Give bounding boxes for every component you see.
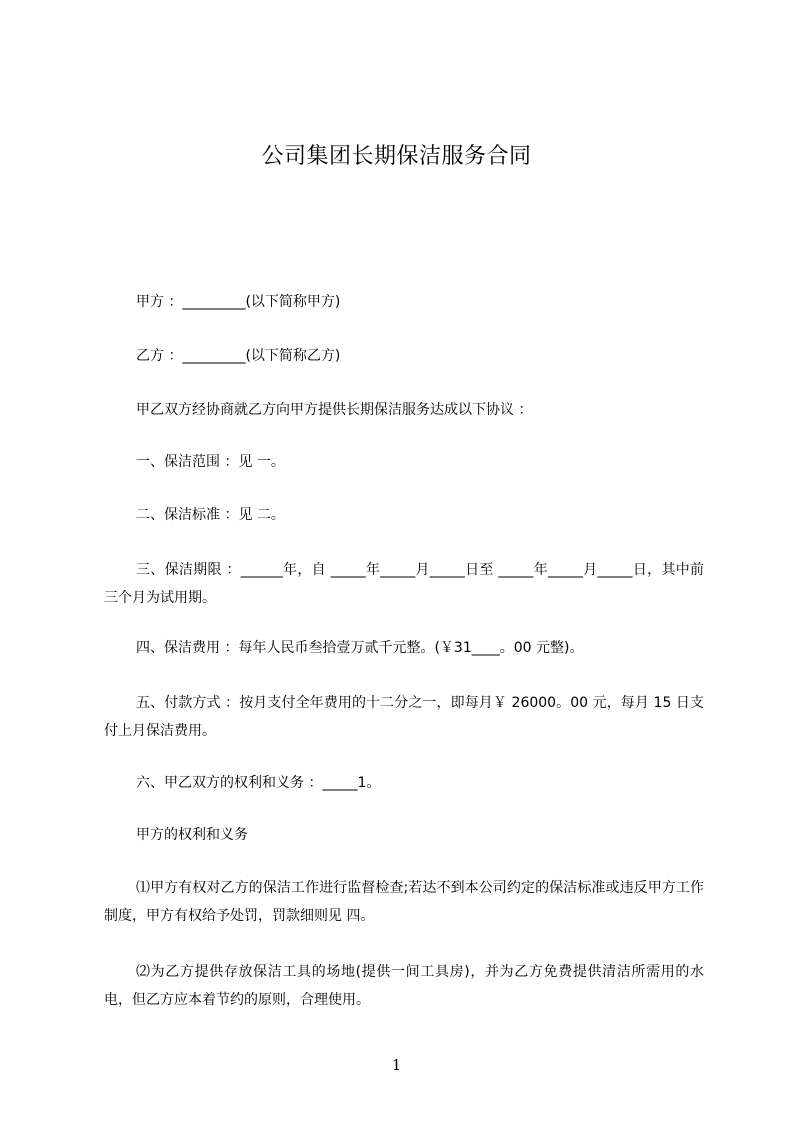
party-a-line: 甲方 ：_________(以下简称甲方) <box>136 294 341 310</box>
section-cleaning-period: 三、保洁期限 ：______年，自 _____年_____月_____日至 _____年_____月_____日，其中前三个月为试用期。 <box>104 562 704 606</box>
document-title: 公司集团长期保洁服务合同 <box>261 144 532 169</box>
section-cleaning-scope: 一、保洁范围 ：见 一。 <box>136 454 285 470</box>
party-b-line: 乙方 ：_________(以下简称乙方) <box>136 348 341 364</box>
page-number: 1 <box>391 1056 402 1074</box>
section-payment-method: 五、付款方式 ：按月支付全年费用的十二分之一，即每月￥ 26000。00 元，每月 15 日支付上月保洁费用。 <box>104 695 704 739</box>
party-a-rights-heading: 甲方的权利和义务 <box>136 827 248 843</box>
agreement-intro: 甲乙双方经协商就乙方向甲方提供长期保洁服务达成以下协议 ： <box>136 402 533 418</box>
section-cleaning-standard: 二、保洁标准 ：见 二。 <box>136 507 285 523</box>
section-cleaning-fee: 四、保洁费用 ：每年人民币叁拾壹万贰千元整。(￥31____。00 元整)。 <box>136 640 584 656</box>
party-a-item-1: ⑴甲方有权对乙方的保洁工作进行监督检查;若达不到本公司约定的保洁标准或违反甲方工作制度，甲方有权给予处罚，罚款细则见 四。 <box>104 880 704 924</box>
section-rights-obligations: 六、甲乙双方的权利和义务 ：_____1。 <box>136 775 381 791</box>
party-a-item-2: ⑵为乙方提供存放保洁工具的场地(提供一间工具房)，并为乙方免费提供清洁所需用的水电，但乙方应本着节约的原则，合理使用。 <box>104 964 704 1008</box>
